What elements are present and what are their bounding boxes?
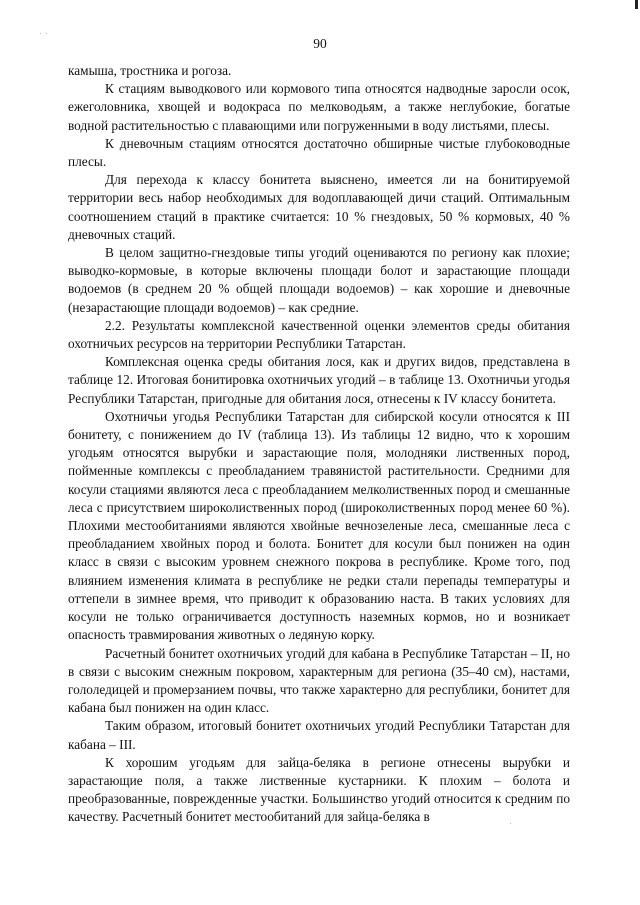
paragraph: К стациям выводкового или кормового типа относятся надводные заросли осок, ежеголовника, хвощей и водокраса по мелководьям, а также неглубокие, богатые водной растительностью с плавающими или погруженными в воду листьями, плесы. — [68, 81, 570, 133]
section-heading: 2.2. Результаты комплексной качественной оценки элементов среды обитания охотничьих ресурсов на территории Республики Татарстан. — [68, 317, 570, 352]
paragraph: Охотничьи угодья Республики Татарстан для сибирской косули относятся к III бонитету, с понижением до IV (таблица 13). Из таблицы 12 видно, что к хорошим угодьям относятся вырубки и зарастающие поля, молодняки лиственных пород, пойменные комплексы с преобладанием травянистой растительности. Средними для косули стациями являются леса с преобладанием мелколиственных пород и смешанные леса с присутствием широколиственных пород (широколиственных пород менее 60 %). Плохими местообитаниями являются хвойные вечнозеленые леса, смешанные леса с преобладанием хвойных пород и болота. Бонитет для косули был понижен на один класс в связи с высоким уровнем снежного покрова в республике. Кроме того, под влиянием изменения климата в республике не редки стали перепады температуры и оттепели в зимнее время, что приводит к образованию наста. В таких условиях для косули не только ограничивается доступность наземных кормов, но и возникает опасность травмирования животных о ледяную корку. — [68, 408, 570, 643]
page-number: 90 — [313, 36, 327, 51]
paragraph: К дневочным стациям относятся достаточно обширные чистые глубоководные плесы. — [68, 135, 570, 170]
scan-speck — [40, 33, 41, 34]
paragraph: К хорошим угодьям для зайца-беляка в регионе отнесены вырубки и зарастающие поля, а также лиственные кустарники. К плохим – болота и преобразованные, поврежденные участки. Большинство угодий относится к средним по качеству. Расчетный бонитет местообитаний для зайца-беляка в — [68, 754, 570, 825]
paragraph: Расчетный бонитет охотничьих угодий для кабана в Республике Татарстан – II, но в связи с высоким снежным покровом, характерным для региона (35–40 см), настами, гололедицей и промерзанием почвы, что также характерно для республики, бонитет для кабана был понижен на один класс. — [68, 645, 570, 716]
paragraph: Комплексная оценка среды обитания лося, как и других видов, представлена в таблице 12. Итоговая бонитировка охотничьих угодий – в таблице 13. Охотничьи угодья Республики Татарстан, пригодные для обитания лося, отнесены к IV классу бонитета. — [68, 354, 570, 406]
scan-speck — [46, 33, 47, 34]
paragraph: Таким образом, итоговый бонитет охотничьих угодий Республики Татарстан для кабана – III. — [68, 718, 570, 752]
scan-mark — [635, 0, 638, 9]
paragraph: Для перехода к классу бонитета выяснено, имеется ли на бонитируемой территории весь набор необходимых для водоплавающей дичи стаций. Оптимальным соотношением стаций в практике считается: 10 % гнездовых, 50 % кормовых, 40 % дневочных стаций. — [68, 172, 570, 242]
page-body — [68, 62, 570, 827]
paragraph: В целом защитно-гнездовые типы угодий оцениваются по региону как плохие; выводко-кормовые, в которые включены площади болот и зарастающие площади водоемов (в среднем 20 % общей площади водоемов) – как хорошие и дневочные (незарастающие площади водоемов) – как средние. — [68, 245, 570, 315]
paragraph: камыша, тростника и рогоза. — [68, 63, 232, 78]
